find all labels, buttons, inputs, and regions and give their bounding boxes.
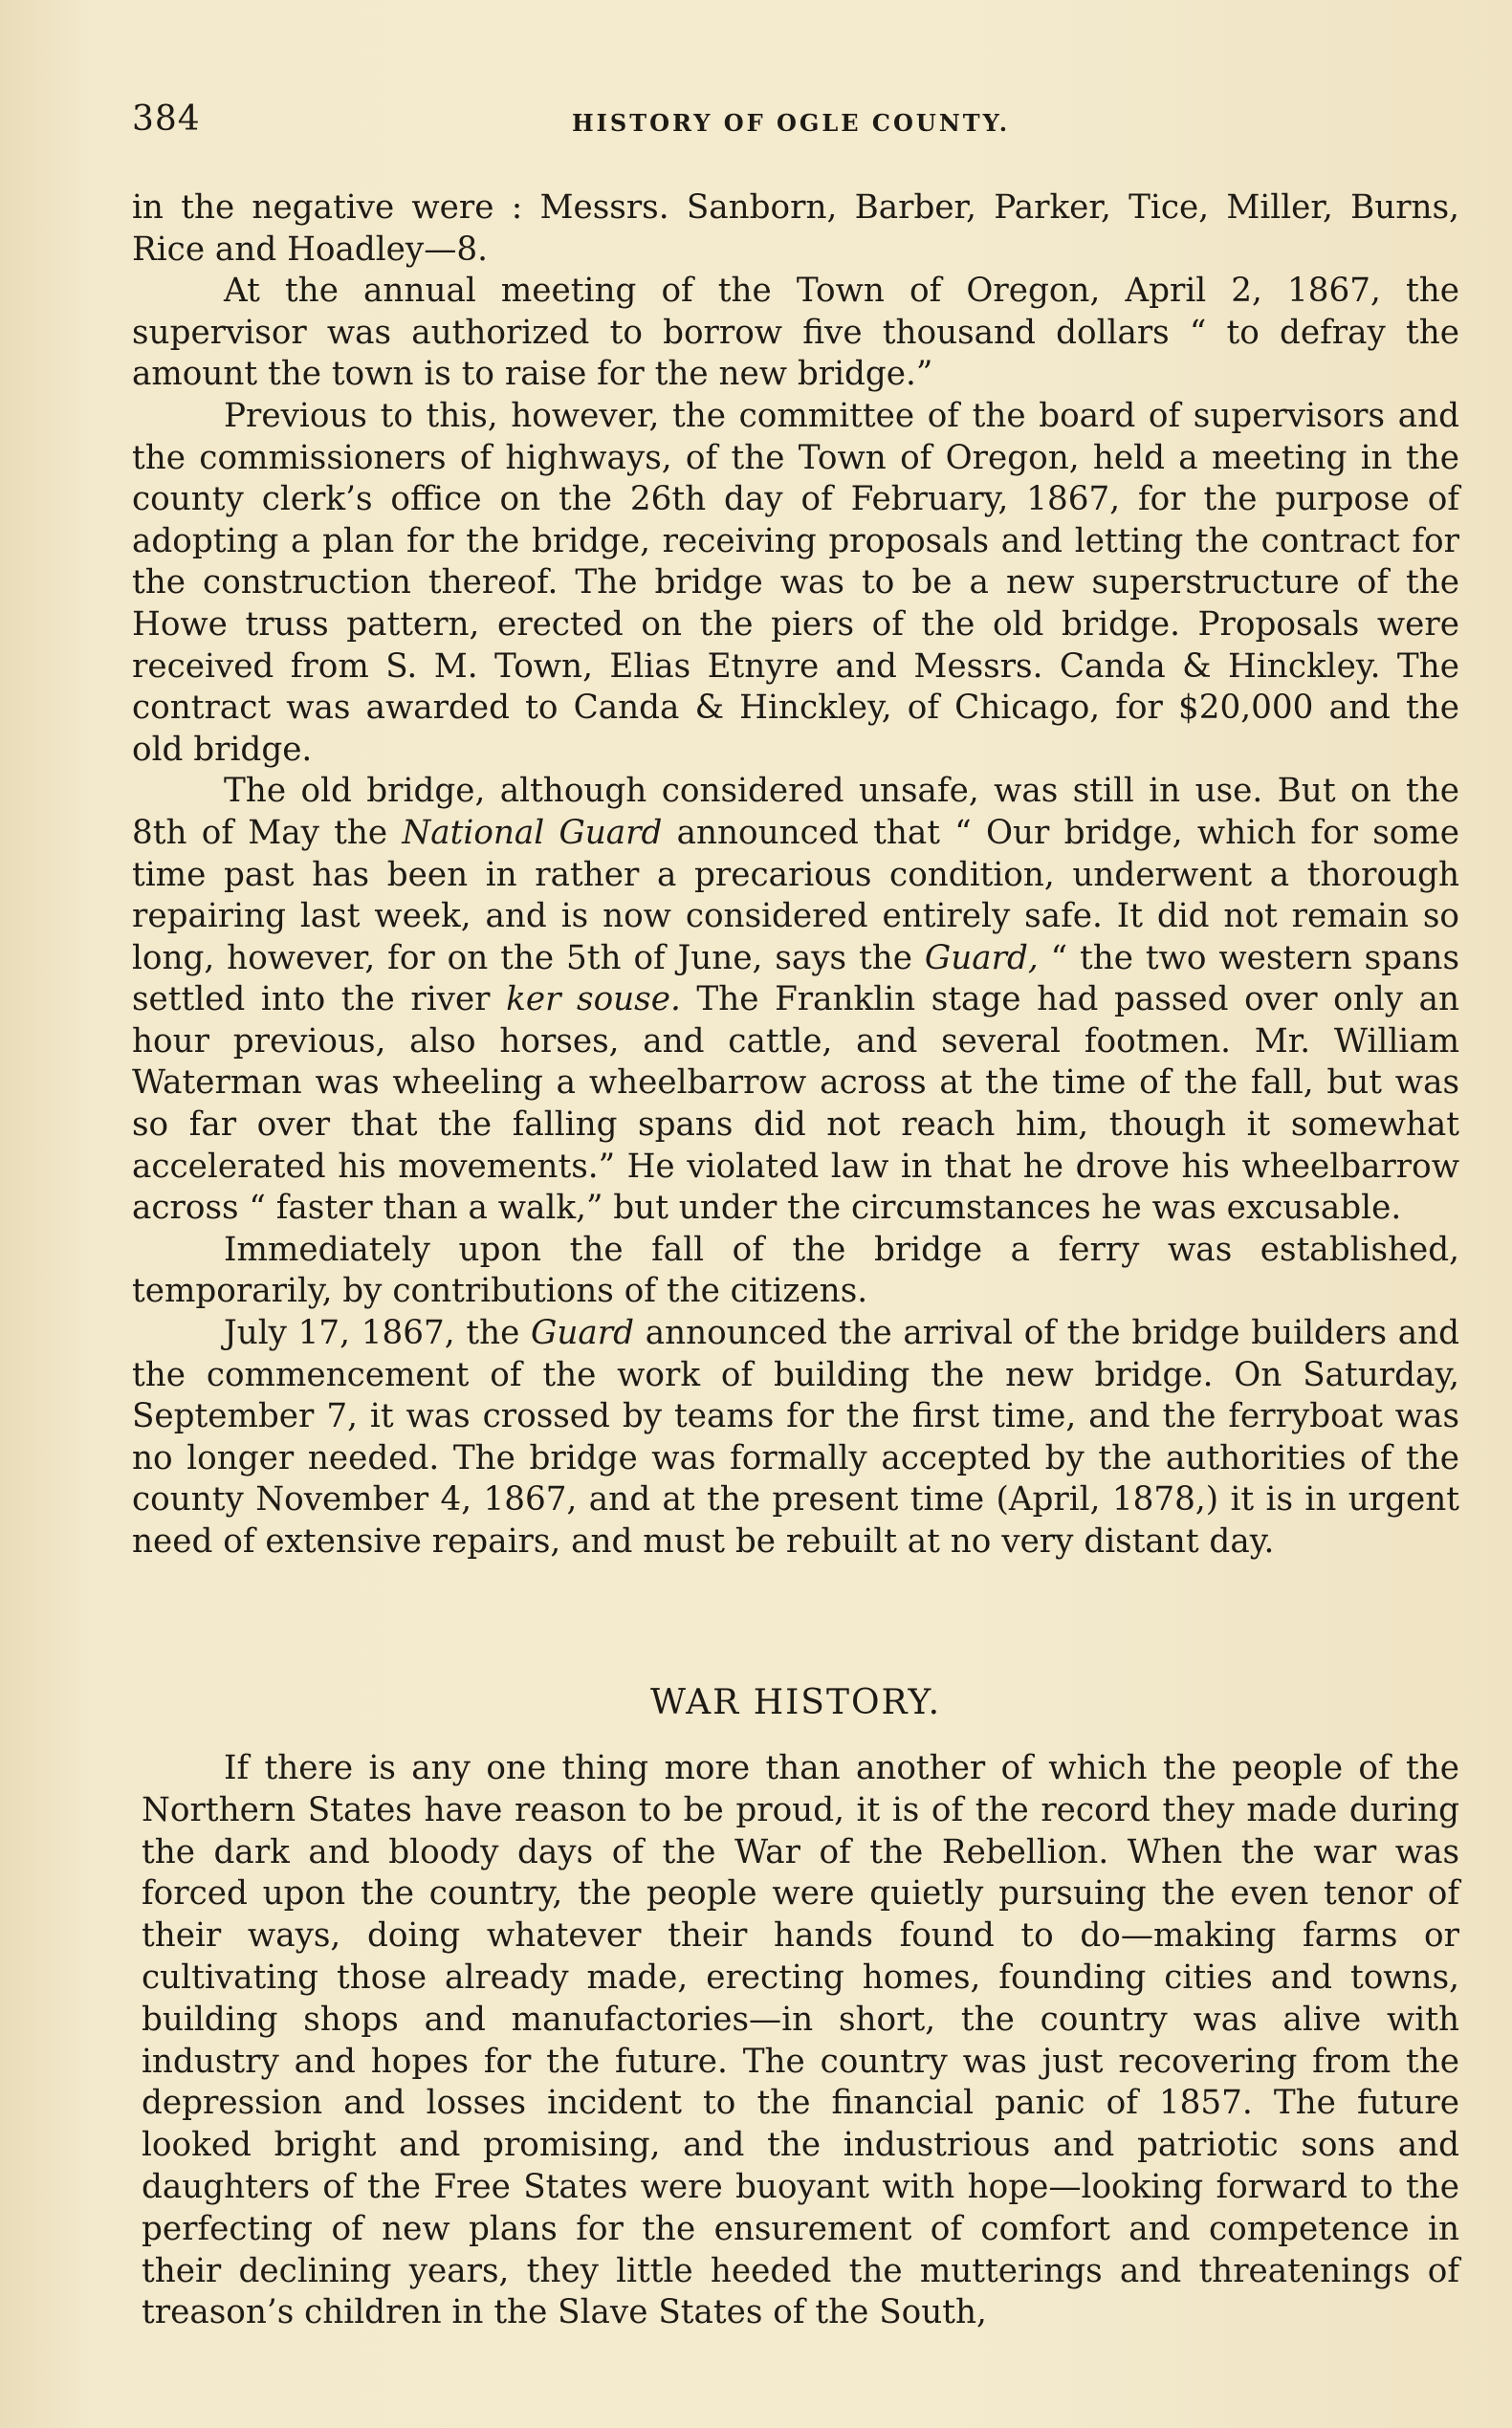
text-run: Immediately upon the fall of the bridge a ferry was established, temporarily, by contributions of the citizens. [132, 1230, 1459, 1311]
text-run: Previous to this, however, the committee of the board of supervisors and the commissioners of highways, of the Town of Oregon, held a meeting in the county clerk’s office on the 26th day of February, 1867, for the purpose of adopting a plan for the bridge, receiving proposals and letting the contract for the construction thereof. The bridge was to be a new superstructure of the Howe truss pattern, erected on the piers of the old bridge. Proposals were received from S. M. Town, Elias Etnyre and Messrs. Canda & Hinckley. The contract was awarded to Canda & Hinckley, of Chicago, for $20,000 and the old bridge. [132, 396, 1459, 769]
page-header [132, 99, 1459, 157]
paragraph [132, 187, 1459, 271]
italic-text: Guard [531, 1314, 634, 1353]
paragraph [132, 396, 1459, 771]
italic-text: Guard, [924, 938, 1039, 977]
body-text [132, 187, 1459, 1564]
text-run: announced that “ Our bridge, which for some time past has been in rather a precarious condition, underwent a thorough repairing last week, and is now considered entirely safe. It did not remain so long, however, for on the 5th of June, says the [132, 813, 1460, 977]
italic-text: National Guard [402, 813, 663, 852]
paragraph [132, 1313, 1459, 1564]
section-title: WAR HISTORY. [649, 1683, 942, 1722]
paragraph [132, 771, 1459, 1230]
page-number: 384 [132, 99, 201, 139]
text-run: The Franklin stage had passed over only an hour previous, also horses, and cattle, and several footmen. Mr. William Waterman was wheeling a wheelbarrow across at the time of the fall, but was so far over that the falling spans did not reach him, though it somewhat accelerated his movements.” He violated law in that he drove his wheelbarrow across “ faster than a walk,” but under the circumstances he was excusable. [132, 980, 1460, 1228]
text-run: July 17, 1867, the [224, 1314, 532, 1353]
paragraph [132, 271, 1459, 396]
text-run: The old bridge, although considered unsafe, was still in use. But on the 8th of May the [132, 772, 1459, 852]
text-run: announced the arrival of the bridge builders and the commencement of the work of building the new bridge. On Saturday, September 7, it was crossed by teams for the first time, and the ferryboat was no longer needed. The bridge was formally accepted by the authorities of the county November 4, 1867, and at the present time (April, 1878,) it is in urgent need of extensive repairs, and must be rebuilt at no very distant day. [132, 1314, 1459, 1561]
running-title: HISTORY OF OGLE COUNTY. [572, 109, 1011, 137]
text-run: in the negative were : Messrs. Sanborn, Barber, Parker, Tice, Miller, Burns, Rice and Hoadley—8. [132, 188, 1459, 269]
war-history-text [142, 1748, 1459, 2334]
italic-text: ker souse. [506, 980, 681, 1019]
paragraph [132, 1230, 1459, 1313]
text-run: At the annual meeting of the Town of Oregon, April 2, 1867, the supervisor was authorized to borrow five thousand dollars “ to defray the amount the town is to raise for the new bridge.” [132, 272, 1459, 394]
text-run: “ the two western spans settled into the river [132, 938, 1459, 1019]
war-history-paragraph: If there is any one thing more than another of which the people of the Northern States have reason to be proud, it is of the record they made during the dark and bloody days of the War of the Rebellion. When the war was forced upon the country, the people were quietly pursuing the even tenor of their ways, doing whatever their hands found to do—making farms or cultivating those already made, erecting homes, founding cities and towns, building shops and manufactories—in short, the country was alive with industry and hopes for the future. The country was just recovering from the depression and losses incident to the financial panic of 1857. The future looked bright and promising, and the industrious and patriotic sons and daughters of the Free States were buoyant with hope—looking forward to the perfecting of new plans for the ensurement of comfort and competence in their declining years, they little heeded the mutterings and threatenings of treason’s children in the Slave States of the South, [142, 1749, 1459, 2332]
